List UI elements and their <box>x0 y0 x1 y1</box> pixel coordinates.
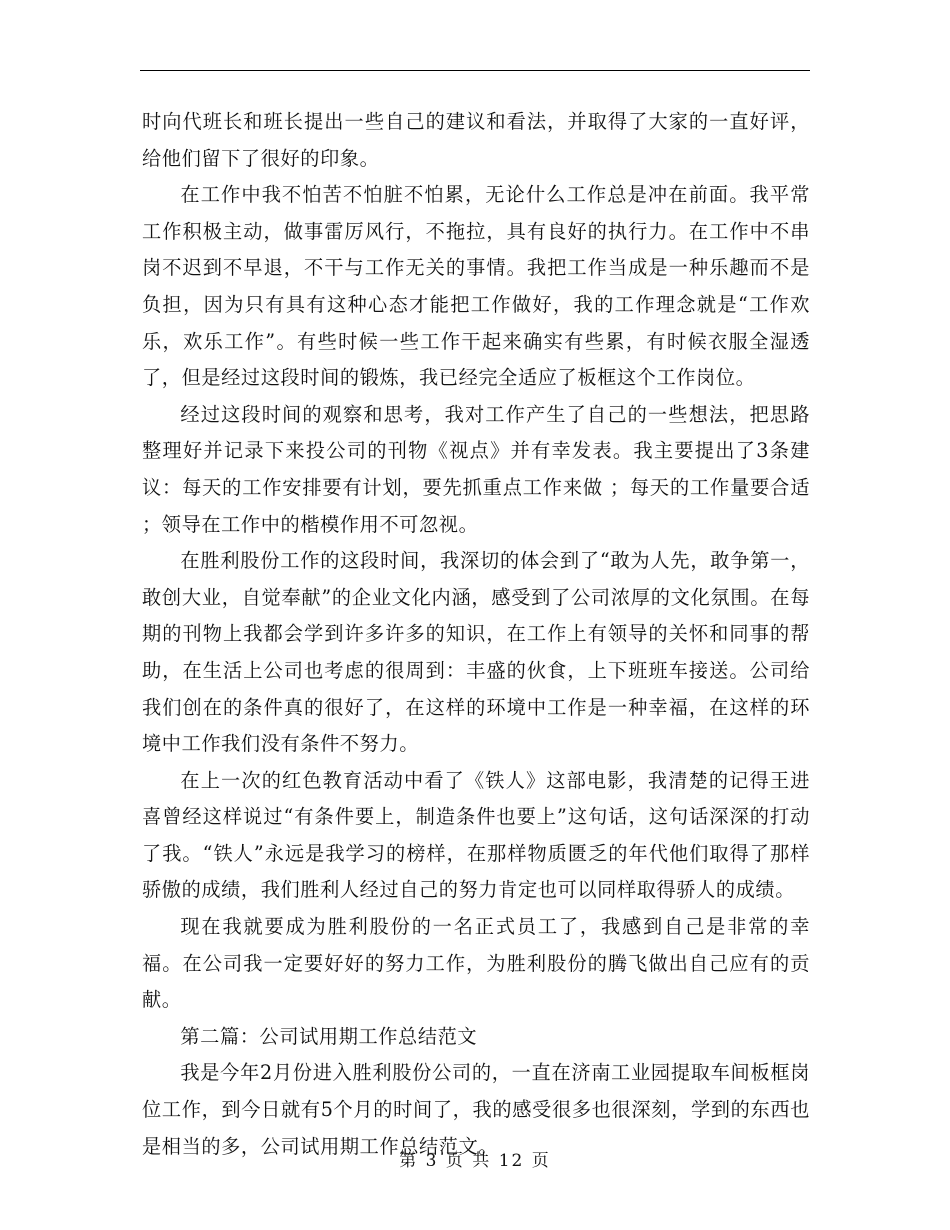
paragraph-continuation: 时向代班长和班长提出一些自己的建议和看法，并取得了大家的一直好评，给他们留下了很好的印象。 <box>142 110 810 170</box>
page-number-footer: 第 3 页 共 12 页 <box>399 1151 551 1171</box>
body-text <box>142 104 810 1165</box>
paragraph: 在工作中我不怕苦不怕脏不怕累，无论什么工作总是冲在前面。我平常工作积极主动，做事雷厉风行，不拖拉，具有良好的执行力。在工作中不串岗不迟到不早退，不干与工作无关的事情。我把工作当成是一种乐趣而不是负担，因为只有具有这种心态才能把工作做好，我的工作理念就是“工作欢乐，欢乐工作”。有些时候一些工作干起来确实有些累，有时候衣服全湿透了，但是经过这段时间的锻炼，我已经完全适应了板框这个工作岗位。 <box>142 183 810 390</box>
paragraph: 在上一次的红色教育活动中看了《铁人》这部电影，我清楚的记得王进喜曾经这样说过“有条件要上，制造条件也要上”这句话，这句话深深的打动了我。“铁人”永远是我学习的榜样，在那样物质匮乏的年代他们取得了那样骄傲的成绩，我们胜利人经过自己的努力肯定也可以同样取得骄人的成绩。 <box>142 768 810 902</box>
paragraph: 经过这段时间的观察和思考，我对工作产生了自己的一些想法，把思路整理好并记录下来投公司的刊物《视点》并有幸发表。我主要提出了3条建议：每天的工作安排要有计划，要先抓重点工作来做 ；每天的工作量要合适 ；领导在工作中的楷模作用不可忽视。 <box>142 402 810 536</box>
paragraph: 在胜利股份工作的这段时间，我深切的体会到了“敢为人先，敢争第一，敢创大业，自觉奉献”的企业文化内涵，感受到了公司浓厚的文化氛围。在每期的刊物上我都会学到许多许多的知识，在工作上有领导的关怀和同事的帮助，在生活上公司也考虑的很周到：丰盛的伙食，上下班班车接送。公司给我们创在的条件真的很好了，在这样的环境中工作是一种幸福，在这样的环境中工作我们没有条件不努力。 <box>142 549 810 756</box>
section-heading: 第二篇：公司试用期工作总结范文 <box>180 1024 478 1048</box>
paragraph: 现在我就要成为胜利股份的一名正式员工了，我感到自己是非常的幸福。在公司我一定要好好的努力工作，为胜利股份的腾飞做出自己应有的贡献。 <box>142 915 810 1012</box>
paragraph: 我是今年2月份进入胜利股份公司的，一直在济南工业园提取车间板框岗位工作，到今日就有5个月的时间了，我的感受很多也很深刻，学到的东西也是相当的多，公司试用期工作总结范文。 <box>142 1061 810 1158</box>
header-rule <box>140 70 810 71</box>
